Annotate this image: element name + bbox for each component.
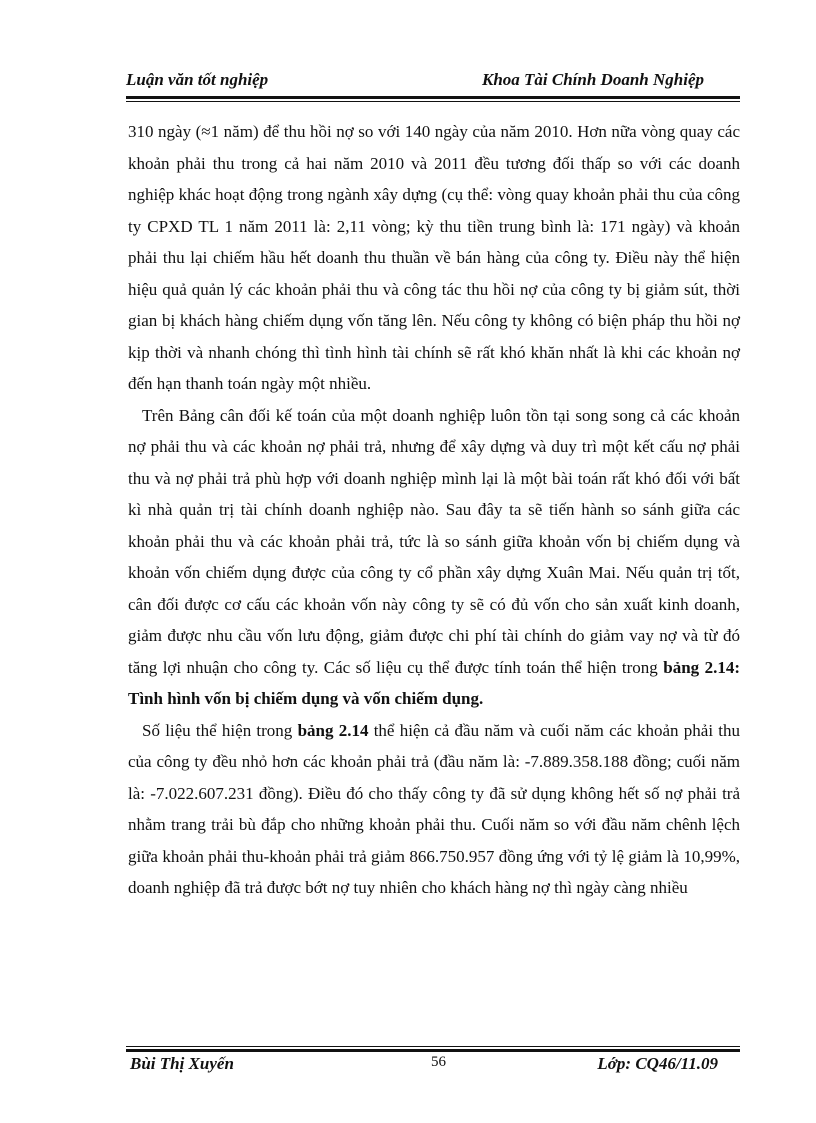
header-title-right: Khoa Tài Chính Doanh Nghiệp xyxy=(481,70,704,89)
paragraph-3-text-b: thể hiện cả đầu năm và cuối năm các khoản phải thu của công ty đều nhỏ hơn các khoản phải trả (đầu năm là: -7.889.358.188 đồng; cuối năm là: -7.022.607.231 đồng). Điều đó cho thấy công ty đã sử dụng không hết số nợ phải trả nhằm trang trải bù đắp cho những khoản phải thu. Cuối năm so với đầu năm chênh lệch giữa khoản phải thu-khoản phải trả giảm 866.750.957 đồng ứng với tỷ lệ giảm là 10,99%, doanh nghiệp đã trả được bớt nợ tuy nhiên cho khách hàng nợ thì ngày càng nhiều xyxy=(128,720,740,897)
footer-class: Lớp: CQ46/11.09 xyxy=(597,1054,718,1073)
table-reference-title: bảng 2.14: Tình hình vốn bị chiếm dụng và vốn chiếm dụng. xyxy=(128,657,740,708)
paragraph-3 xyxy=(128,715,740,904)
paragraph-3-text-a: Số liệu thể hiện trong xyxy=(142,720,298,740)
header-rule-thin xyxy=(126,101,740,102)
header-title-left: Luận văn tốt nghiệp xyxy=(126,70,269,89)
footer-rule-thick xyxy=(126,1049,740,1052)
paragraph-2 xyxy=(128,400,740,715)
body-text xyxy=(128,116,740,904)
page-header xyxy=(126,70,740,94)
page-footer xyxy=(126,1054,740,1078)
paragraph-1-text: 310 ngày (≈1 năm) để thu hồi nợ so với 140 ngày của năm 2010. Hơn nữa vòng quay các khoản phải thu trong cả hai năm 2010 và 2011 đều tương đối thấp so với các doanh nghiệp khác hoạt động trong ngành xây dựng (cụ thể: vòng quay khoản phải thu của công ty CPXD TL 1 năm 2011 là: 2,11 vòng; kỳ thu tiền trung bình là: 171 ngày) và khoản phải thu lại chiếm hầu hết doanh thu thuần về bán hàng của công ty. Điều này thể hiện hiệu quả quản lý các khoản phải thu và công tác thu hồi nợ của công ty bị giảm sút, thời gian bị khách hàng chiếm dụng vốn tăng lên. Nếu công ty không có biện pháp thu hồi nợ kịp thời và nhanh chóng thì tình hình tài chính sẽ rất khó khăn nhất là khi các khoản nợ đến hạn thanh toán ngày một nhiều. xyxy=(128,122,740,393)
paragraph-1 xyxy=(128,116,740,400)
page-number: 56 xyxy=(431,1054,446,1070)
footer-author: Bùi Thị Xuyến xyxy=(130,1054,234,1073)
table-reference: bảng 2.14 xyxy=(297,720,369,740)
header-rule-thick xyxy=(126,96,740,99)
paragraph-2-text: Trên Bảng cân đối kế toán của một doanh nghiệp luôn tồn tại song song cả các khoản nợ phải thu và các khoản nợ phải trả, nhưng để xây dựng và duy trì một kết cấu nợ phải thu và nợ phải trả phù hợp với doanh nghiệp mình lại là một bài toán rất khó đối với bất kì nhà quản trị tài chính doanh nghiệp nào. Sau đây ta sẽ tiến hành so sánh giữa các khoản phải thu và các khoản phải trả, tức là so sánh giữa khoản vốn bị chiếm dụng và khoản vốn chiếm dụng được của công ty cổ phần xây dựng Xuân Mai. Nếu quản trị tốt, cân đối được cơ cấu các khoản vốn này công ty sẽ có đủ vốn cho sản xuất kinh doanh, giảm được nhu cầu vốn lưu động, giảm được chi phí tài chính do giảm vay nợ và từ đó tăng lợi nhuận cho công ty. Các số liệu cụ thể được tính toán thể hiện trong xyxy=(128,405,740,677)
footer-rule-thin xyxy=(126,1046,740,1047)
